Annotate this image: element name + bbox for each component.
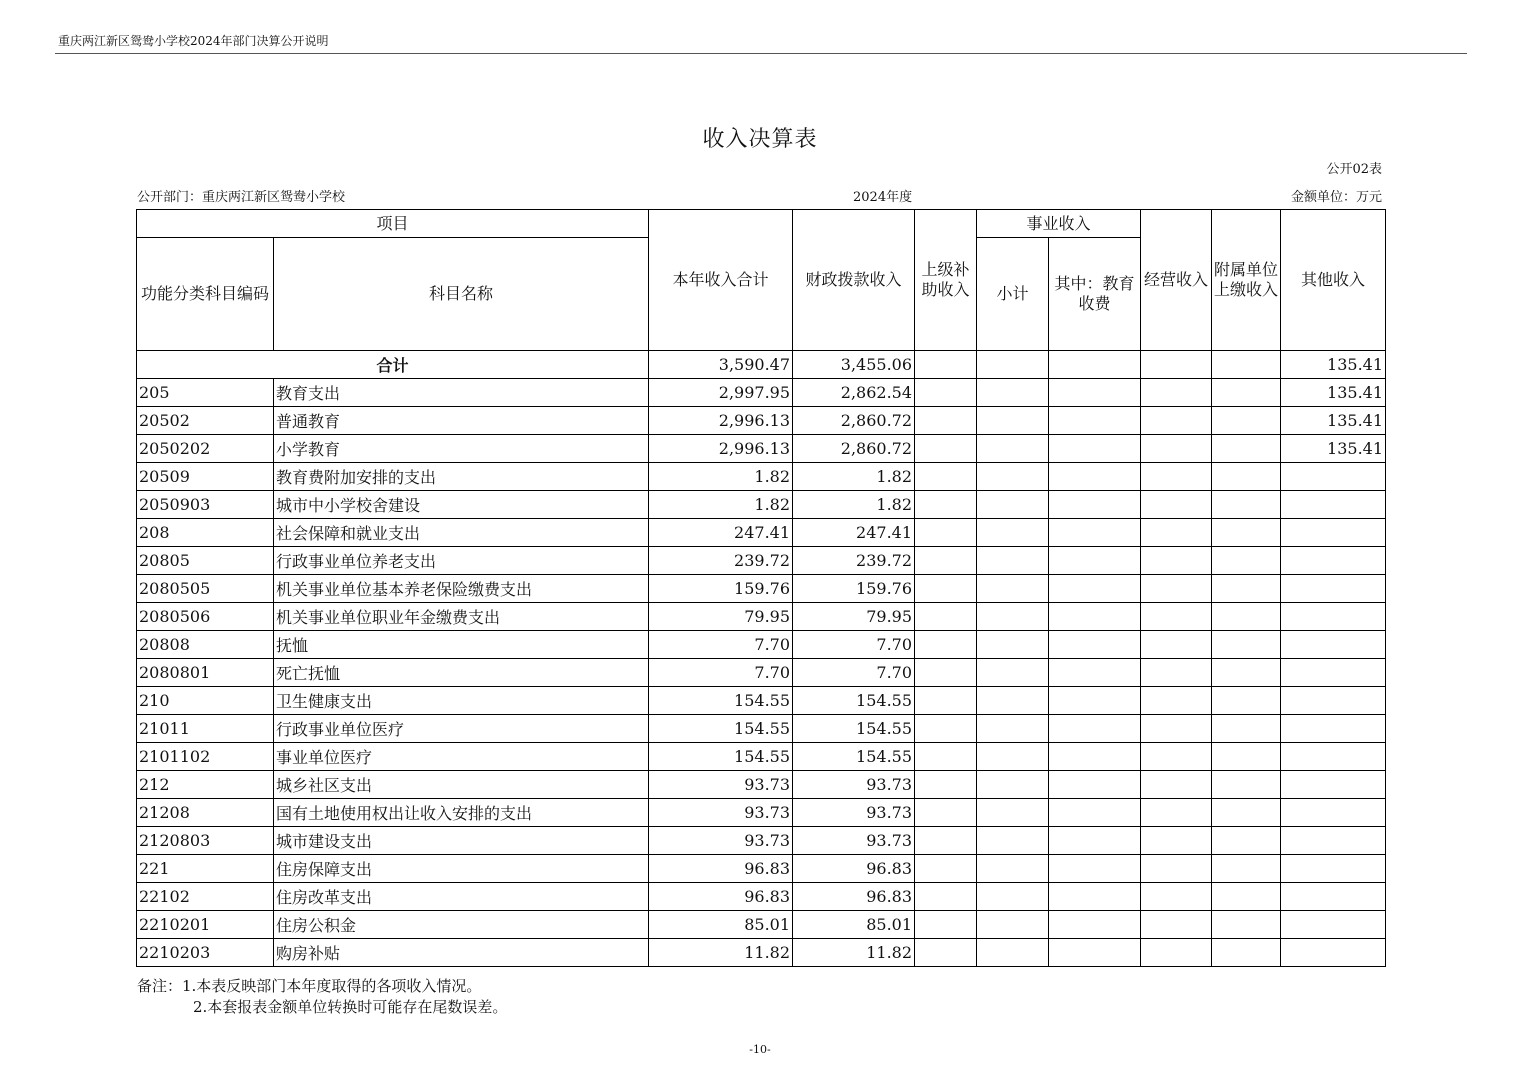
row-other-income	[1281, 547, 1386, 575]
row-subject-name: 城市建设支出	[274, 827, 649, 855]
row-code: 20509	[137, 463, 274, 491]
row-other-income	[1281, 463, 1386, 491]
row-affiliated-remittance	[1212, 547, 1281, 575]
row-business-subtotal	[977, 883, 1049, 911]
row-operating-income	[1141, 491, 1212, 519]
row-business-subtotal	[977, 855, 1049, 883]
row-superior-subsidy	[915, 519, 977, 547]
row-total-income: 93.73	[649, 827, 793, 855]
row-code: 20805	[137, 547, 274, 575]
row-other-income	[1281, 715, 1386, 743]
row-operating-income	[1141, 799, 1212, 827]
total-other-value: 135.41	[1281, 351, 1386, 379]
row-subject-name: 行政事业单位医疗	[274, 715, 649, 743]
row-education-fee	[1049, 491, 1141, 519]
row-operating-income	[1141, 883, 1212, 911]
row-code: 2050202	[137, 435, 274, 463]
row-other-income	[1281, 631, 1386, 659]
row-superior-subsidy	[915, 883, 977, 911]
department-label: 公开部门：重庆两江新区鸳鸯小学校	[137, 190, 346, 205]
row-education-fee	[1049, 827, 1141, 855]
row-superior-subsidy	[915, 575, 977, 603]
row-education-fee	[1049, 771, 1141, 799]
table-row	[137, 519, 1386, 547]
row-affiliated-remittance	[1212, 603, 1281, 631]
table-row	[137, 743, 1386, 771]
row-fiscal-appropriation: 93.73	[793, 799, 915, 827]
row-operating-income	[1141, 519, 1212, 547]
row-other-income	[1281, 687, 1386, 715]
table-row	[137, 547, 1386, 575]
row-education-fee	[1049, 463, 1141, 491]
row-other-income: 135.41	[1281, 407, 1386, 435]
table-row	[137, 855, 1386, 883]
row-subject-name: 教育支出	[274, 379, 649, 407]
row-subject-name: 机关事业单位职业年金缴费支出	[274, 603, 649, 631]
row-operating-income	[1141, 687, 1212, 715]
row-code: 20502	[137, 407, 274, 435]
row-total-income: 2,997.95	[649, 379, 793, 407]
row-operating-income	[1141, 855, 1212, 883]
row-superior-subsidy	[915, 463, 977, 491]
row-fiscal-appropriation: 247.41	[793, 519, 915, 547]
row-operating-income	[1141, 407, 1212, 435]
row-total-income: 7.70	[649, 631, 793, 659]
row-operating-income	[1141, 379, 1212, 407]
row-operating-income	[1141, 547, 1212, 575]
row-education-fee	[1049, 379, 1141, 407]
row-other-income	[1281, 911, 1386, 939]
row-total-income: 79.95	[649, 603, 793, 631]
row-superior-subsidy	[915, 603, 977, 631]
row-subject-name: 城乡社区支出	[274, 771, 649, 799]
row-total-income: 154.55	[649, 743, 793, 771]
row-subject-name: 住房保障支出	[274, 855, 649, 883]
header-total-income: 本年收入合计	[649, 210, 793, 351]
page-number: -10-	[749, 1043, 771, 1056]
row-operating-income	[1141, 463, 1212, 491]
row-operating-income	[1141, 911, 1212, 939]
row-operating-income	[1141, 771, 1212, 799]
row-other-income	[1281, 575, 1386, 603]
row-affiliated-remittance	[1212, 939, 1281, 967]
row-other-income	[1281, 855, 1386, 883]
row-superior-subsidy	[915, 491, 977, 519]
row-fiscal-appropriation: 154.55	[793, 743, 915, 771]
header-business-income: 事业收入	[977, 210, 1141, 238]
total-edu-fee-value	[1049, 351, 1141, 379]
row-operating-income	[1141, 827, 1212, 855]
total-fiscal-value: 3,455.06	[793, 351, 915, 379]
row-affiliated-remittance	[1212, 463, 1281, 491]
row-other-income	[1281, 771, 1386, 799]
row-business-subtotal	[977, 771, 1049, 799]
row-fiscal-appropriation: 96.83	[793, 855, 915, 883]
table-row	[137, 827, 1386, 855]
row-superior-subsidy	[915, 911, 977, 939]
row-business-subtotal	[977, 799, 1049, 827]
row-education-fee	[1049, 547, 1141, 575]
row-subject-name: 普通教育	[274, 407, 649, 435]
row-superior-subsidy	[915, 855, 977, 883]
row-affiliated-remittance	[1212, 379, 1281, 407]
table-row	[137, 911, 1386, 939]
row-operating-income	[1141, 435, 1212, 463]
row-affiliated-remittance	[1212, 631, 1281, 659]
table-row	[137, 687, 1386, 715]
row-affiliated-remittance	[1212, 743, 1281, 771]
table-row	[137, 435, 1386, 463]
row-education-fee	[1049, 939, 1141, 967]
row-superior-subsidy	[915, 743, 977, 771]
row-education-fee	[1049, 631, 1141, 659]
table-row	[137, 715, 1386, 743]
row-subject-name: 教育费附加安排的支出	[274, 463, 649, 491]
row-affiliated-remittance	[1212, 659, 1281, 687]
row-affiliated-remittance	[1212, 771, 1281, 799]
row-fiscal-appropriation: 154.55	[793, 715, 915, 743]
row-superior-subsidy	[915, 659, 977, 687]
row-total-income: 2,996.13	[649, 407, 793, 435]
row-business-subtotal	[977, 827, 1049, 855]
table-row	[137, 407, 1386, 435]
row-business-subtotal	[977, 407, 1049, 435]
row-total-income: 2,996.13	[649, 435, 793, 463]
row-subject-name: 社会保障和就业支出	[274, 519, 649, 547]
row-business-subtotal	[977, 939, 1049, 967]
row-fiscal-appropriation: 85.01	[793, 911, 915, 939]
header-education-fee: 其中：教育收费	[1049, 238, 1141, 351]
row-business-subtotal	[977, 659, 1049, 687]
header-function-code: 功能分类科目编码	[137, 238, 274, 351]
row-business-subtotal	[977, 547, 1049, 575]
row-education-fee	[1049, 659, 1141, 687]
fiscal-year-label: 2024年度	[853, 190, 913, 205]
table-row	[137, 883, 1386, 911]
table-row	[137, 659, 1386, 687]
row-education-fee	[1049, 743, 1141, 771]
row-education-fee	[1049, 407, 1141, 435]
row-superior-subsidy	[915, 827, 977, 855]
row-business-subtotal	[977, 379, 1049, 407]
row-subject-name: 事业单位医疗	[274, 743, 649, 771]
header-other-income: 其他收入	[1281, 210, 1386, 351]
row-code: 212	[137, 771, 274, 799]
row-affiliated-remittance	[1212, 435, 1281, 463]
row-business-subtotal	[977, 491, 1049, 519]
header-superior-subsidy: 上级补助收入	[915, 210, 977, 351]
row-code: 2050903	[137, 491, 274, 519]
row-subject-name: 国有土地使用权出让收入安排的支出	[274, 799, 649, 827]
table-row	[137, 939, 1386, 967]
row-education-fee	[1049, 855, 1141, 883]
note-line-1: 备注：1.本表反映部门本年度取得的各项收入情况。	[137, 977, 482, 995]
row-education-fee	[1049, 435, 1141, 463]
row-total-income: 239.72	[649, 547, 793, 575]
total-label: 合计	[137, 351, 649, 379]
row-total-income: 11.82	[649, 939, 793, 967]
row-education-fee	[1049, 799, 1141, 827]
row-operating-income	[1141, 603, 1212, 631]
row-code: 22102	[137, 883, 274, 911]
row-operating-income	[1141, 715, 1212, 743]
row-total-income: 93.73	[649, 799, 793, 827]
row-subject-name: 城市中小学校舍建设	[274, 491, 649, 519]
row-code: 2120803	[137, 827, 274, 855]
row-affiliated-remittance	[1212, 519, 1281, 547]
total-superior-value	[915, 351, 977, 379]
row-subject-name: 卫生健康支出	[274, 687, 649, 715]
row-affiliated-remittance	[1212, 827, 1281, 855]
row-operating-income	[1141, 575, 1212, 603]
row-code: 221	[137, 855, 274, 883]
row-other-income	[1281, 491, 1386, 519]
row-business-subtotal	[977, 911, 1049, 939]
total-affiliated-value	[1212, 351, 1281, 379]
row-other-income	[1281, 743, 1386, 771]
row-other-income	[1281, 799, 1386, 827]
row-other-income	[1281, 519, 1386, 547]
row-superior-subsidy	[915, 631, 977, 659]
header-item: 项目	[137, 210, 649, 238]
row-code: 205	[137, 379, 274, 407]
row-other-income	[1281, 939, 1386, 967]
row-affiliated-remittance	[1212, 715, 1281, 743]
row-total-income: 159.76	[649, 575, 793, 603]
total-subtotal-value	[977, 351, 1049, 379]
row-total-income: 7.70	[649, 659, 793, 687]
row-subject-name: 行政事业单位养老支出	[274, 547, 649, 575]
row-subject-name: 机关事业单位基本养老保险缴费支出	[274, 575, 649, 603]
row-fiscal-appropriation: 2,862.54	[793, 379, 915, 407]
row-total-income: 154.55	[649, 715, 793, 743]
row-fiscal-appropriation: 239.72	[793, 547, 915, 575]
table-row	[137, 379, 1386, 407]
row-fiscal-appropriation: 2,860.72	[793, 407, 915, 435]
row-superior-subsidy	[915, 435, 977, 463]
row-subject-name: 死亡抚恤	[274, 659, 649, 687]
row-business-subtotal	[977, 519, 1049, 547]
row-education-fee	[1049, 911, 1141, 939]
row-other-income	[1281, 827, 1386, 855]
row-superior-subsidy	[915, 379, 977, 407]
document-header-title: 重庆两江新区鸳鸯小学校2024年部门决算公开说明	[58, 34, 329, 48]
row-fiscal-appropriation: 154.55	[793, 687, 915, 715]
table-row	[137, 491, 1386, 519]
row-operating-income	[1141, 939, 1212, 967]
row-affiliated-remittance	[1212, 799, 1281, 827]
row-affiliated-remittance	[1212, 491, 1281, 519]
row-superior-subsidy	[915, 407, 977, 435]
table-row	[137, 799, 1386, 827]
income-statement-table	[136, 209, 1386, 967]
row-business-subtotal	[977, 715, 1049, 743]
header-subject-name: 科目名称	[274, 238, 649, 351]
row-business-subtotal	[977, 603, 1049, 631]
row-subject-name: 住房改革支出	[274, 883, 649, 911]
table-row	[137, 631, 1386, 659]
notes	[137, 976, 507, 1018]
row-fiscal-appropriation: 96.83	[793, 883, 915, 911]
row-total-income: 247.41	[649, 519, 793, 547]
row-total-income: 1.82	[649, 463, 793, 491]
row-code: 2210203	[137, 939, 274, 967]
row-subject-name: 抚恤	[274, 631, 649, 659]
amount-unit-label: 金额单位：万元	[1290, 190, 1382, 205]
total-operating-value	[1141, 351, 1212, 379]
row-education-fee	[1049, 883, 1141, 911]
header-operating-income: 经营收入	[1141, 210, 1212, 351]
total-row	[137, 351, 1386, 379]
row-business-subtotal	[977, 631, 1049, 659]
row-fiscal-appropriation: 11.82	[793, 939, 915, 967]
row-other-income: 135.41	[1281, 435, 1386, 463]
row-affiliated-remittance	[1212, 687, 1281, 715]
row-business-subtotal	[977, 575, 1049, 603]
row-subject-name: 小学教育	[274, 435, 649, 463]
header-affiliated-remittance: 附属单位上缴收入	[1212, 210, 1281, 351]
table-row	[137, 603, 1386, 631]
row-code: 21208	[137, 799, 274, 827]
total-income-value: 3,590.47	[649, 351, 793, 379]
row-education-fee	[1049, 687, 1141, 715]
row-superior-subsidy	[915, 687, 977, 715]
row-superior-subsidy	[915, 939, 977, 967]
row-code: 2101102	[137, 743, 274, 771]
row-other-income: 135.41	[1281, 379, 1386, 407]
table-row	[137, 463, 1386, 491]
row-subject-name: 购房补贴	[274, 939, 649, 967]
row-business-subtotal	[977, 743, 1049, 771]
row-affiliated-remittance	[1212, 883, 1281, 911]
row-operating-income	[1141, 743, 1212, 771]
row-total-income: 1.82	[649, 491, 793, 519]
row-total-income: 93.73	[649, 771, 793, 799]
row-superior-subsidy	[915, 715, 977, 743]
table-row	[137, 771, 1386, 799]
row-affiliated-remittance	[1212, 575, 1281, 603]
row-fiscal-appropriation: 7.70	[793, 631, 915, 659]
row-fiscal-appropriation: 159.76	[793, 575, 915, 603]
row-code: 208	[137, 519, 274, 547]
row-code: 2080506	[137, 603, 274, 631]
row-total-income: 96.83	[649, 855, 793, 883]
row-affiliated-remittance	[1212, 911, 1281, 939]
row-fiscal-appropriation: 79.95	[793, 603, 915, 631]
row-superior-subsidy	[915, 799, 977, 827]
report-title: 收入决算表	[702, 127, 818, 152]
row-total-income: 85.01	[649, 911, 793, 939]
row-superior-subsidy	[915, 547, 977, 575]
row-business-subtotal	[977, 687, 1049, 715]
row-fiscal-appropriation: 1.82	[793, 463, 915, 491]
row-total-income: 154.55	[649, 687, 793, 715]
row-fiscal-appropriation: 93.73	[793, 771, 915, 799]
row-education-fee	[1049, 575, 1141, 603]
row-code: 2210201	[137, 911, 274, 939]
row-total-income: 96.83	[649, 883, 793, 911]
row-fiscal-appropriation: 7.70	[793, 659, 915, 687]
row-code: 210	[137, 687, 274, 715]
row-business-subtotal	[977, 435, 1049, 463]
row-education-fee	[1049, 715, 1141, 743]
form-number: 公开02表	[1326, 162, 1382, 177]
row-code: 2080505	[137, 575, 274, 603]
row-operating-income	[1141, 631, 1212, 659]
row-affiliated-remittance	[1212, 855, 1281, 883]
row-education-fee	[1049, 603, 1141, 631]
row-other-income	[1281, 603, 1386, 631]
row-business-subtotal	[977, 463, 1049, 491]
table-row	[137, 575, 1386, 603]
row-code: 21011	[137, 715, 274, 743]
row-other-income	[1281, 659, 1386, 687]
row-fiscal-appropriation: 93.73	[793, 827, 915, 855]
row-subject-name: 住房公积金	[274, 911, 649, 939]
row-code: 20808	[137, 631, 274, 659]
row-fiscal-appropriation: 1.82	[793, 491, 915, 519]
row-other-income	[1281, 883, 1386, 911]
row-fiscal-appropriation: 2,860.72	[793, 435, 915, 463]
row-affiliated-remittance	[1212, 407, 1281, 435]
row-operating-income	[1141, 659, 1212, 687]
note-line-2: 2.本套报表金额单位转换时可能存在尾数误差。	[193, 998, 508, 1016]
header-rule	[55, 53, 1467, 54]
row-code: 2080801	[137, 659, 274, 687]
header-fiscal-appropriation: 财政拨款收入	[793, 210, 915, 351]
row-superior-subsidy	[915, 771, 977, 799]
header-subtotal: 小计	[977, 238, 1049, 351]
row-education-fee	[1049, 519, 1141, 547]
